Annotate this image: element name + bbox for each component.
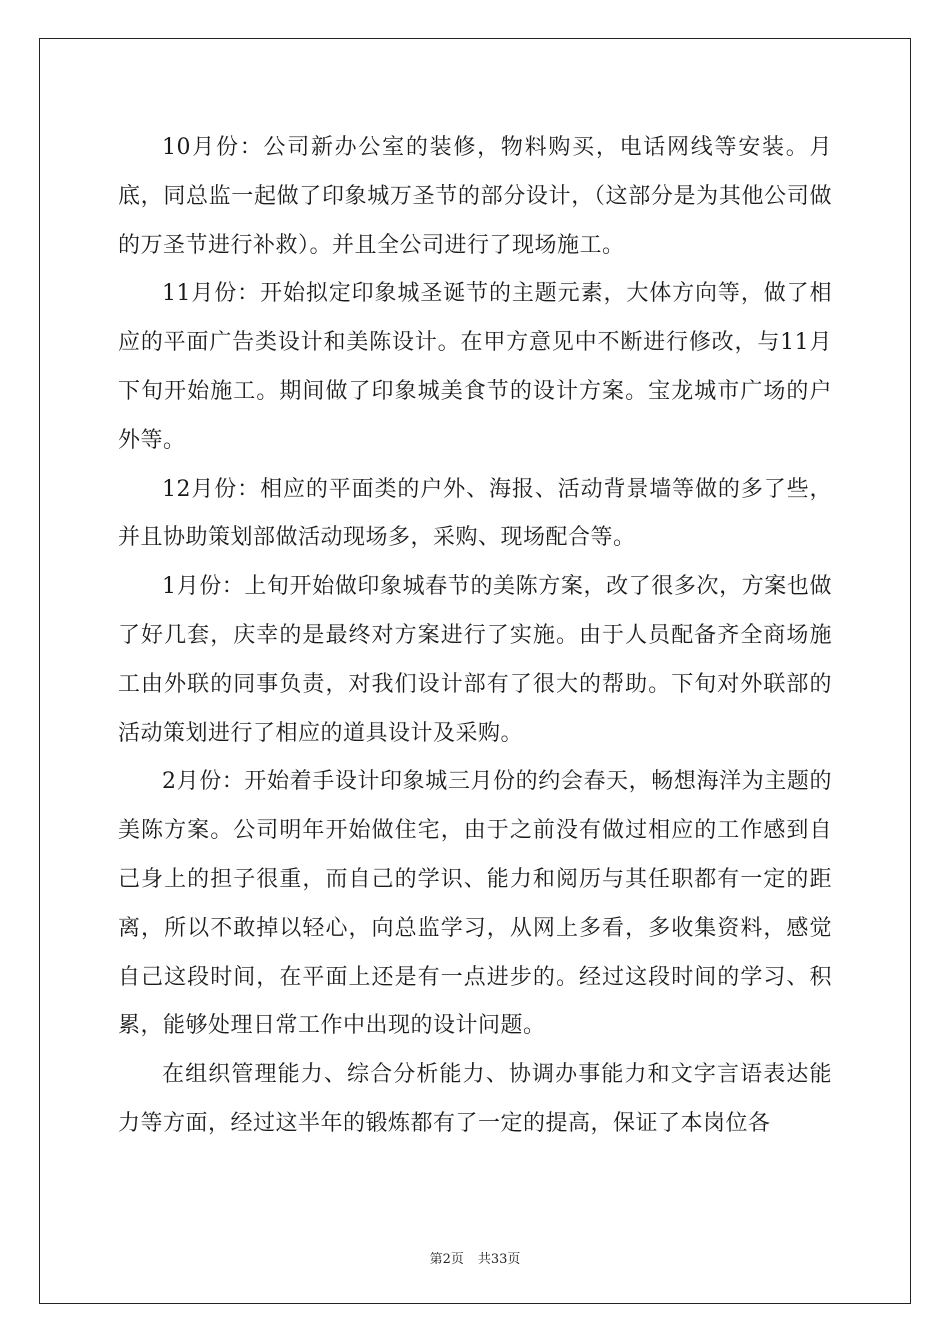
page-total: 共33页 xyxy=(477,1252,521,1267)
paragraph-december: 12月份：相应的平面类的户外、海报、活动背景墙等做的多了些，并且协助策划部做活动现场多，采购、现场配合等。 xyxy=(118,476,832,551)
paragraph-january: 1月份：上旬开始做印象城春节的美陈方案，改了很多次，方案也做了好几套，庆幸的是最终对方案进行了实施。由于人员配备齐全商场施工由外联的同事负责，对我们设计部有了很大的帮助。下旬对外联部的活动策划进行了相应的道具设计及采购。 xyxy=(118,574,832,746)
paragraph-abilities: 在组织管理能力、综合分析能力、协调办事能力和文字言语表达能力等方面，经过这半年的锻炼都有了一定的提高，保证了本岗位各 xyxy=(118,1062,832,1136)
paragraph-october: 10月份：公司新办公室的装修，物料购买，电话网线等安装。月底，同总监一起做了印象城万圣节的部分设计，（这部分是为其他公司做的万圣节进行补救）。并且全公司进行了现场施工。 xyxy=(118,135,832,258)
document-body xyxy=(118,124,832,1149)
page-footer xyxy=(0,1248,950,1267)
page-number: 第2页 xyxy=(429,1252,464,1267)
paragraph-november: 11月份：开始拟定印象城圣诞节的主题元素，大体方向等，做了相应的平面广告类设计和美陈设计。在甲方意见中不断进行修改，与11月下旬开始施工。期间做了印象城美食节的设计方案。宝龙城市广场的户外等。 xyxy=(118,281,832,453)
paragraph-february: 2月份：开始着手设计印象城三月份的约会春天，畅想海洋为主题的美陈方案。公司明年开始做住宅，由于之前没有做过相应的工作感到自己身上的担子很重，而自己的学识、能力和阅历与其任职都有一定的距离，所以不敢掉以轻心，向总监学习，从网上多看，多收集资料，感觉自己这段时间，在平面上还是有一点进步的。经过这段时间的学习、积累，能够处理日常工作中出现的设计问题。 xyxy=(118,769,832,1039)
